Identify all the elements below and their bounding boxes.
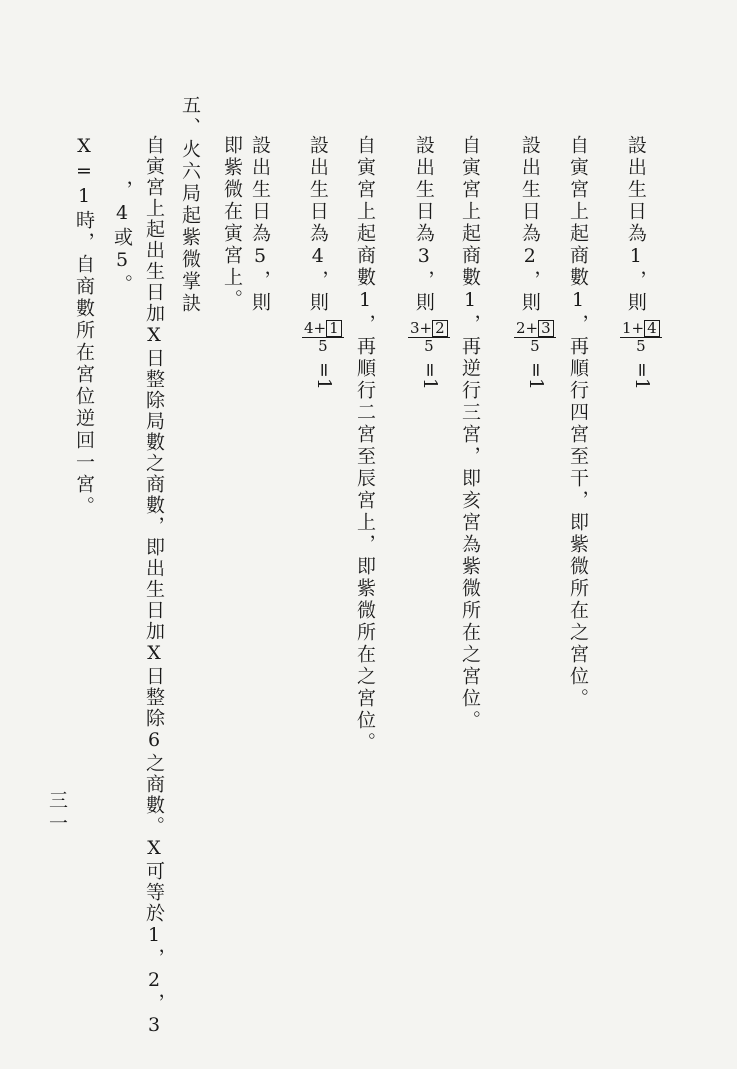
numerator-text: 2+ [516, 319, 539, 337]
boxed-number: 2 [432, 320, 448, 337]
line-text: 設出生日為1，則 [624, 135, 647, 314]
fraction [302, 320, 344, 356]
boxed-number: 4 [644, 320, 660, 337]
text-line-1 [620, 135, 662, 390]
fraction-denominator: 5 [530, 337, 540, 356]
section-heading: 五、火六局起紫微掌訣 [179, 95, 201, 315]
text-line-7 [302, 135, 344, 390]
fraction-numerator [514, 320, 556, 338]
numerator-text: 3+ [410, 319, 433, 337]
equation-result: =1 [418, 361, 441, 390]
line-text: 設出生日為2，則 [518, 135, 541, 314]
equation-result: =1 [630, 361, 653, 390]
fraction-numerator [408, 320, 450, 338]
fraction [514, 320, 556, 356]
line-text: 設出生日為4，則 [306, 135, 329, 314]
text-line-12: ，4或5。 [111, 180, 133, 296]
text-line-9: 即紫微在寅宮上。 [221, 135, 243, 311]
text-line-11: 自寅宮上起出生日加X日整除局數之商數，即出生日加X日整除6之商數。X可等於1，2，3 [143, 135, 165, 1038]
numerator-text: 1+ [622, 319, 645, 337]
page-number: 三一 [46, 790, 68, 836]
text-line-3 [514, 135, 556, 390]
text-line-13: X=1時，自商數所在宮位逆回一宮。 [73, 135, 95, 518]
text-line-8: 設出生日為5，則 [249, 135, 271, 314]
equation-result: =1 [312, 361, 335, 390]
fraction-numerator [620, 320, 662, 338]
text-line-4: 自寅宮上起商數1，再逆行三宮，即亥宮為紫微所在之宮位。 [459, 135, 481, 732]
fraction [620, 320, 662, 356]
text-line-2: 自寅宮上起商數1，再順行四宮至干，即紫微所在之宮位。 [567, 135, 589, 710]
fraction-denominator: 5 [636, 337, 646, 356]
fraction-numerator [302, 320, 344, 338]
text-line-6: 自寅宮上起商數1，再順行二宮至辰宮上，即紫微所在之宮位。 [354, 135, 376, 754]
text-line-5 [408, 135, 450, 390]
fraction-denominator: 5 [318, 337, 328, 356]
numerator-text: 4+ [304, 319, 327, 337]
line-text: 設出生日為3，則 [412, 135, 435, 314]
fraction [408, 320, 450, 356]
boxed-number: 1 [326, 320, 342, 337]
equation-result: =1 [524, 361, 547, 390]
fraction-denominator: 5 [424, 337, 434, 356]
boxed-number: 3 [538, 320, 554, 337]
